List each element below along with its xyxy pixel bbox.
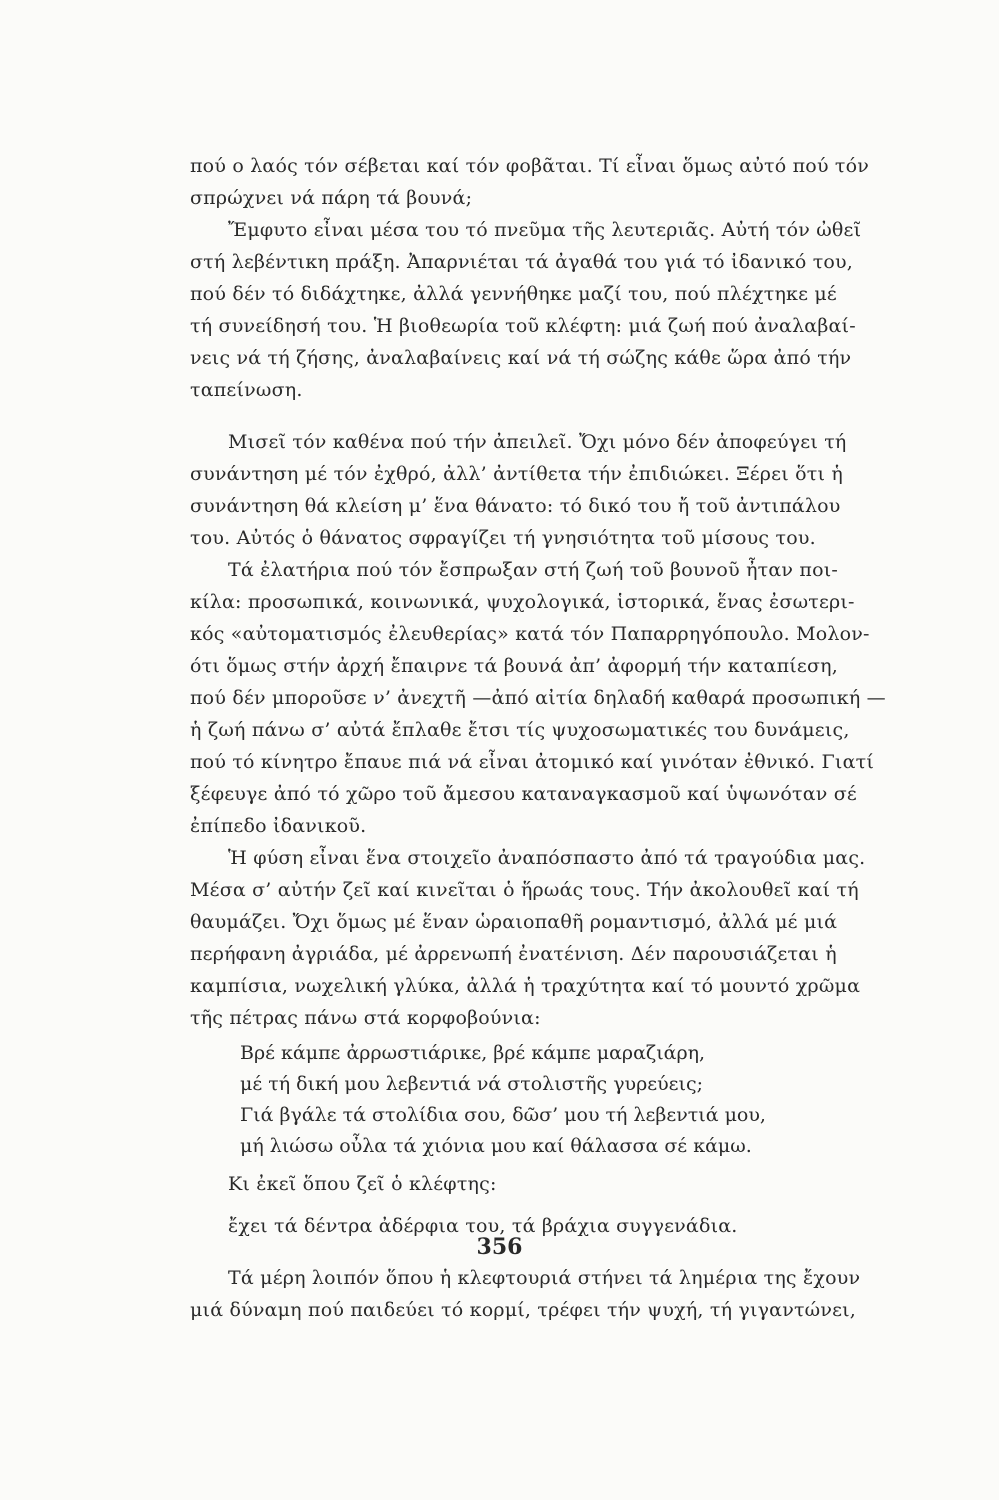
text-line: ταπείνωση. (190, 379, 303, 401)
text-line: σπρώχνει νά πάρη τά βουνά; (190, 187, 473, 209)
text-line: Μέσα σ’ αὐτήν ζεῖ καί κινεῖται ὁ ἥρωάς τους. Τήν ἀκολουθεῖ καί τή (190, 879, 859, 901)
text-line: καμπίσια, νωχελική γλύκα, ἀλλά ἡ τραχύτητα καί τό μουντό χρῶμα (190, 975, 861, 997)
text-line: στή λεβέντικη πράξη. Ἀπαρνιέται τά ἀγαθά του γιά τό ἰδανικό του, (190, 251, 854, 273)
text-line: συνάντηση μέ τόν ἐχθρό, ἀλλ’ ἀντίθετα τήν ἐπιδιώκει. Ξέρει ὅτι ἡ (190, 463, 843, 485)
paragraph (190, 842, 900, 1034)
text-line: ξέφευγε ἀπό τό χῶρο τοῦ ἄμεσου καταναγκασμοῦ καί ὑψωνόταν σέ (190, 783, 857, 805)
paragraph (190, 426, 900, 554)
text-line: πού δέν μποροῦσε ν’ ἀνεχτῆ —ἀπό αἰτία δηλαδή καθαρά προσωπική — (190, 687, 886, 709)
verse-line: μή λιώσω οὖλα τά χιόνια μου καί θάλασσα σέ κάμω. (240, 1135, 752, 1157)
text-line: μιά δύναμη πού παιδεύει τό κορμί, τρέφει τήν ψυχή, τή γιγαντώνει, (190, 1299, 857, 1321)
interlude-line: Κι ἐκεῖ ὅπου ζεῖ ὁ κλέφτης: (228, 1173, 497, 1195)
text-line: θαυμάζει. Ὄχι ὅμως μέ ἕναν ὡραιοπαθῆ ρομαντισμό, ἀλλά μέ μιά (190, 911, 838, 933)
text-line: ἐπίπεδο ἰδανικοῦ. (190, 815, 367, 837)
verse-line: μέ τή δική μου λεβεντιά νά στολιστῆς γυρεύεις; (240, 1073, 704, 1095)
page-body (190, 150, 900, 1326)
verse-line: Βρέ κάμπε ἀρρωστιάρικε, βρέ κάμπε μαραζιάρη, (240, 1042, 706, 1064)
verse-line: Γιά βγάλε τά στολίδια σου, δῶσ’ μου τή λεβεντιά μου, (240, 1104, 766, 1126)
text-line: τῆς πέτρας πάνω στά κορφοβούνια: (190, 1007, 541, 1029)
page-number: 356 (476, 1234, 523, 1260)
paragraph (190, 214, 900, 406)
text-line: Τά μέρη λοιπόν ὅπου ἡ κλεφτουριά στήνει τά λημέρια της ἔχουν (228, 1267, 861, 1289)
text-line: πού τό κίνητρο ἔπαυε πιά νά εἶναι ἀτομικό καί γινόταν ἐθνικό. Γιατί (190, 751, 874, 773)
text-line: κός «αὐτοματισμός ἐλευθερίας» κατά τόν Παπαρρηγόπουλο. Μολον- (190, 623, 870, 645)
paragraph (190, 1262, 900, 1326)
text-line: πού δέν τό διδάχτηκε, ἀλλά γεννήθηκε μαζί του, πού πλέχτηκε μέ (190, 283, 837, 305)
text-line: του. Αὐτός ὁ θάνατος σφραγίζει τή γνησιότητα τοῦ μίσους του. (190, 527, 816, 549)
text-line: νεις νά τή ζήσης, ἀναλαβαίνεις καί νά τή σώζης κάθε ὥρα ἀπό τήν (190, 347, 852, 369)
paragraph (190, 554, 900, 842)
text-line: Μισεῖ τόν καθένα πού τήν ἀπειλεῖ. Ὄχι μόνο δέν ἀποφεύγει τή (228, 431, 847, 453)
verse-line: ἔχει τά δέντρα ἀδέρφια του, τά βράχια συγγενάδια. (228, 1215, 738, 1237)
paragraph (190, 150, 900, 214)
text-line: κίλα: προσωπικά, κοινωνικά, ψυχολογικά, ἱστορικά, ἕνας ἐσωτερι- (190, 591, 855, 613)
text-line: Ἔμφυτο εἶναι μέσα του τό πνεῦμα τῆς λευτεριᾶς. Αὐτή τόν ὠθεῖ (228, 219, 862, 241)
text-line: πού ο λαός τόν σέβεται καί τόν φοβᾶται. Τί εἶναι ὅμως αὐτό πού τόν (190, 155, 870, 177)
verse-block (190, 1038, 900, 1162)
text-line: ἡ ζωή πάνω σ’ αὐτά ἔπλαθε ἔτσι τίς ψυχοσωματικές του δυνάμεις, (190, 719, 850, 741)
text-line: ότι ὅμως στήν ἀρχή ἔπαιρνε τά βουνά ἀπ’ ἀφορμή τήν καταπίεση, (190, 655, 838, 677)
text-line: περήφανη ἀγριάδα, μέ ἀρρενωπή ἐνατένιση. Δέν παρουσιάζεται ἡ (190, 943, 837, 965)
text-line: Ἡ φύση εἶναι ἕνα στοιχεῖο ἀναπόσπαστο ἀπό τά τραγούδια μας. (228, 847, 866, 869)
text-line: τή συνείδησή του. Ἡ βιοθεωρία τοῦ κλέφτη: μιά ζωή πού ἀναλαβαί- (190, 315, 856, 337)
text-line: συνάντηση θά κλείση μ’ ἕνα θάνατο: τό δικό του ἤ τοῦ ἀντιπάλου (190, 495, 841, 517)
text-line: Τά ἐλατήρια πού τόν ἔσπρωξαν στή ζωή τοῦ βουνοῦ ἦταν ποι- (228, 559, 838, 581)
